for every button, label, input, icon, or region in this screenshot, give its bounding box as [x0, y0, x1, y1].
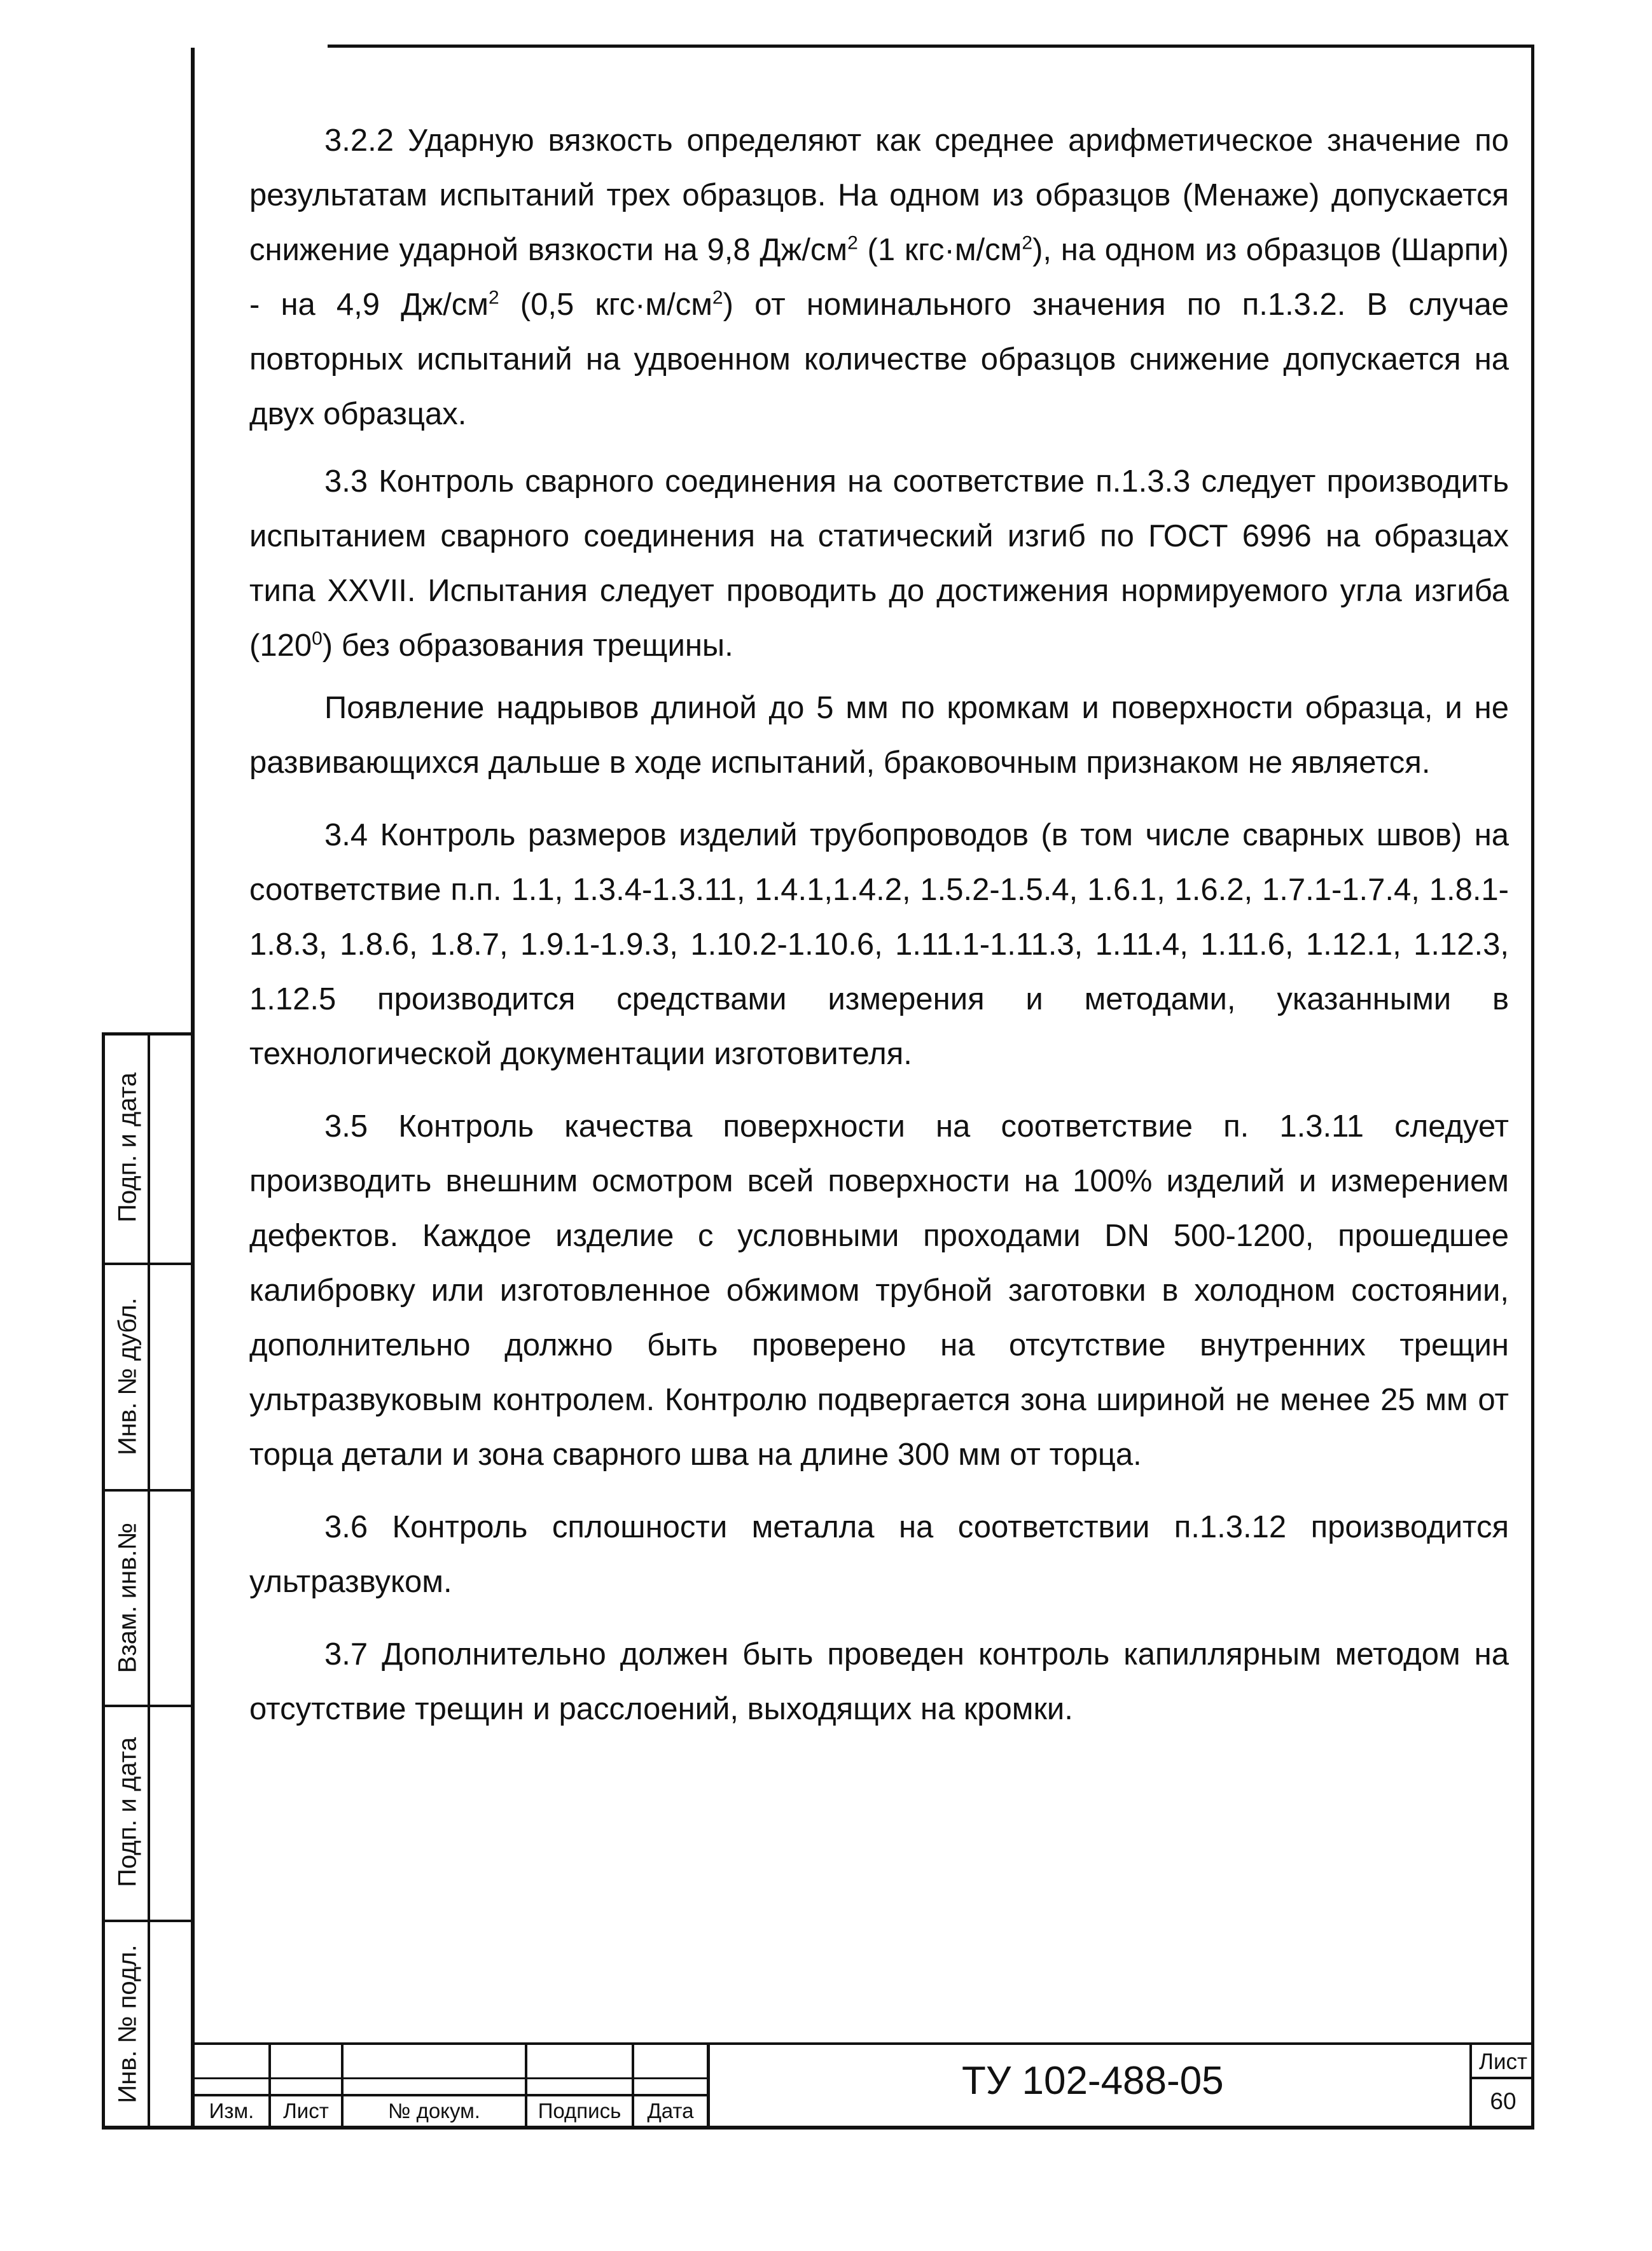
document-code: ТУ 102-488-05: [962, 2059, 1224, 2103]
margin-row-line: [102, 1705, 195, 1707]
paragraph-3-6: [249, 1500, 1509, 1609]
col-list-label: Лист: [283, 2099, 329, 2123]
margin-row-line: [102, 1489, 195, 1492]
frame-left-line: [191, 48, 195, 2129]
paragraph-3-3-note-text: Появление надрывов длиной до 5 мм по кромкам и поверхности образца, и не развивающихся дальше в ходе испытаний, браковочным признаком не является.: [249, 691, 1509, 780]
paragraph-3-3-text: 3.3 Контроль сварного соединения на соответствие п.1.3.3 следует производить испытанием сварного соединения на статический изгиб по ГОСТ 6996 на образцах типа XXVII. Испытания следует проводить до достижения нормируемого угла изгиба $(120^0)$ без образования трещины.: [249, 464, 1509, 663]
paragraph-3-3: [249, 454, 1509, 673]
col-signature-label: Подпись: [538, 2099, 621, 2123]
paragraph-3-4-text: 3.4 Контроль размеров изделий трубопроводов (в том числе сварных швов) на соответствие п.п. 1.1, 1.3.4-1.3.11, 1.4.1,1.4.2, 1.5.2-1.5.4, 1.6.1, 1.6.2, 1.7.1-1.7.4, 1.8.1-1.8.3, 1.8.6, 1.8.7, 1.9.1-1.9.3, 1.10.2-1.10.6, 1.11.1-1.11.3, 1.11.4, 1.11.6, 1.12.1, 1.12.3, 1.12.5 производится средствами измерения и методами, указанными в технологической документации изготовителя.: [249, 818, 1509, 1071]
inv-dubl-label: Инв. № дубл.: [113, 1298, 142, 1455]
paragraph-3-7: [249, 1627, 1509, 1736]
podp-data-top-label: Подп. и дата: [113, 1072, 142, 1222]
title-block-col-line: [707, 2042, 710, 2128]
paragraph-3-5: [249, 1099, 1509, 1482]
sheet-box-mid-line: [1469, 2077, 1534, 2079]
col-doc-num-label: № докум.: [388, 2099, 480, 2123]
paragraph-3-3-note: [249, 681, 1509, 790]
sheet-number: 60: [1490, 2088, 1517, 2114]
podp-data-bottom-label: Подп. и дата: [113, 1737, 142, 1887]
margin-row-line: [102, 1263, 195, 1265]
margin-table-left-line: [102, 1034, 105, 2130]
paragraph-3-2-2: [249, 113, 1509, 441]
col-date-label: Дата: [647, 2099, 694, 2123]
col-izm-label: Изм.: [209, 2099, 254, 2123]
title-block-top-line: [191, 2042, 1534, 2045]
paragraph-3-5-text: 3.5 Контроль качества поверхности на соответствие п. 1.3.11 следует производить внешним осмотром всей поверхности на 100% изделий и измерением дефектов. Каждое изделие с условными проходами DN 500-1200, прошедшее калибровку или изготовленное обжимом трубной заготовки в холодном состоянии, дополнительно должно быть проверено на отсутствие внутренних трещин ультразвуковым контролем. Контролю подвергается зона шириной не менее 25 мм от торца детали и зона сварного шва на длине 300 мм от торца.: [249, 1109, 1509, 1472]
frame-top-line: [328, 45, 1534, 48]
margin-row-line: [102, 1032, 195, 1035]
inv-podl-label: Инв. № подл.: [113, 1944, 142, 2103]
paragraph-3-4: [249, 808, 1509, 1081]
paragraph-3-7-text: 3.7 Дополнительно должен быть проведен контроль капиллярным методом на отсутствие трещин и расслоений, выходящих на кромки.: [249, 1637, 1509, 1726]
margin-table-inner-line: [148, 1034, 150, 2130]
frame-bottom-line: [102, 2126, 1534, 2130]
document-body: [249, 113, 1509, 1736]
paragraph-3-6-text: 3.6 Контроль сплошности металла на соответствии п.1.3.12 производится ультразвуком.: [249, 1510, 1509, 1599]
vzam-inv-label: Взам. инв.№: [113, 1522, 142, 1673]
paragraph-3-2-2-text: 3.2.2 Ударную вязкость определяют как среднее арифметическое значение по результатам испытаний трех образцов. На одном из образцов (Менаже) допускается снижение ударной вязкости на 9,8 $Дж/см^2$ (1 $кгс\cdot м/см^2$), на одном из образцов (Шарпи) - на 4,9 $Дж/см^2$ (0,5 $кгс\cdot м/см^2$) от номинального значения по п.1.3.2. В случае повторных испытаний на удвоенном количестве образцов снижение допускается на двух образцах.: [249, 123, 1510, 431]
frame-right-line: [1531, 45, 1534, 2129]
sheet-label: Лист: [1478, 2049, 1528, 2074]
margin-row-line: [102, 1920, 195, 1922]
